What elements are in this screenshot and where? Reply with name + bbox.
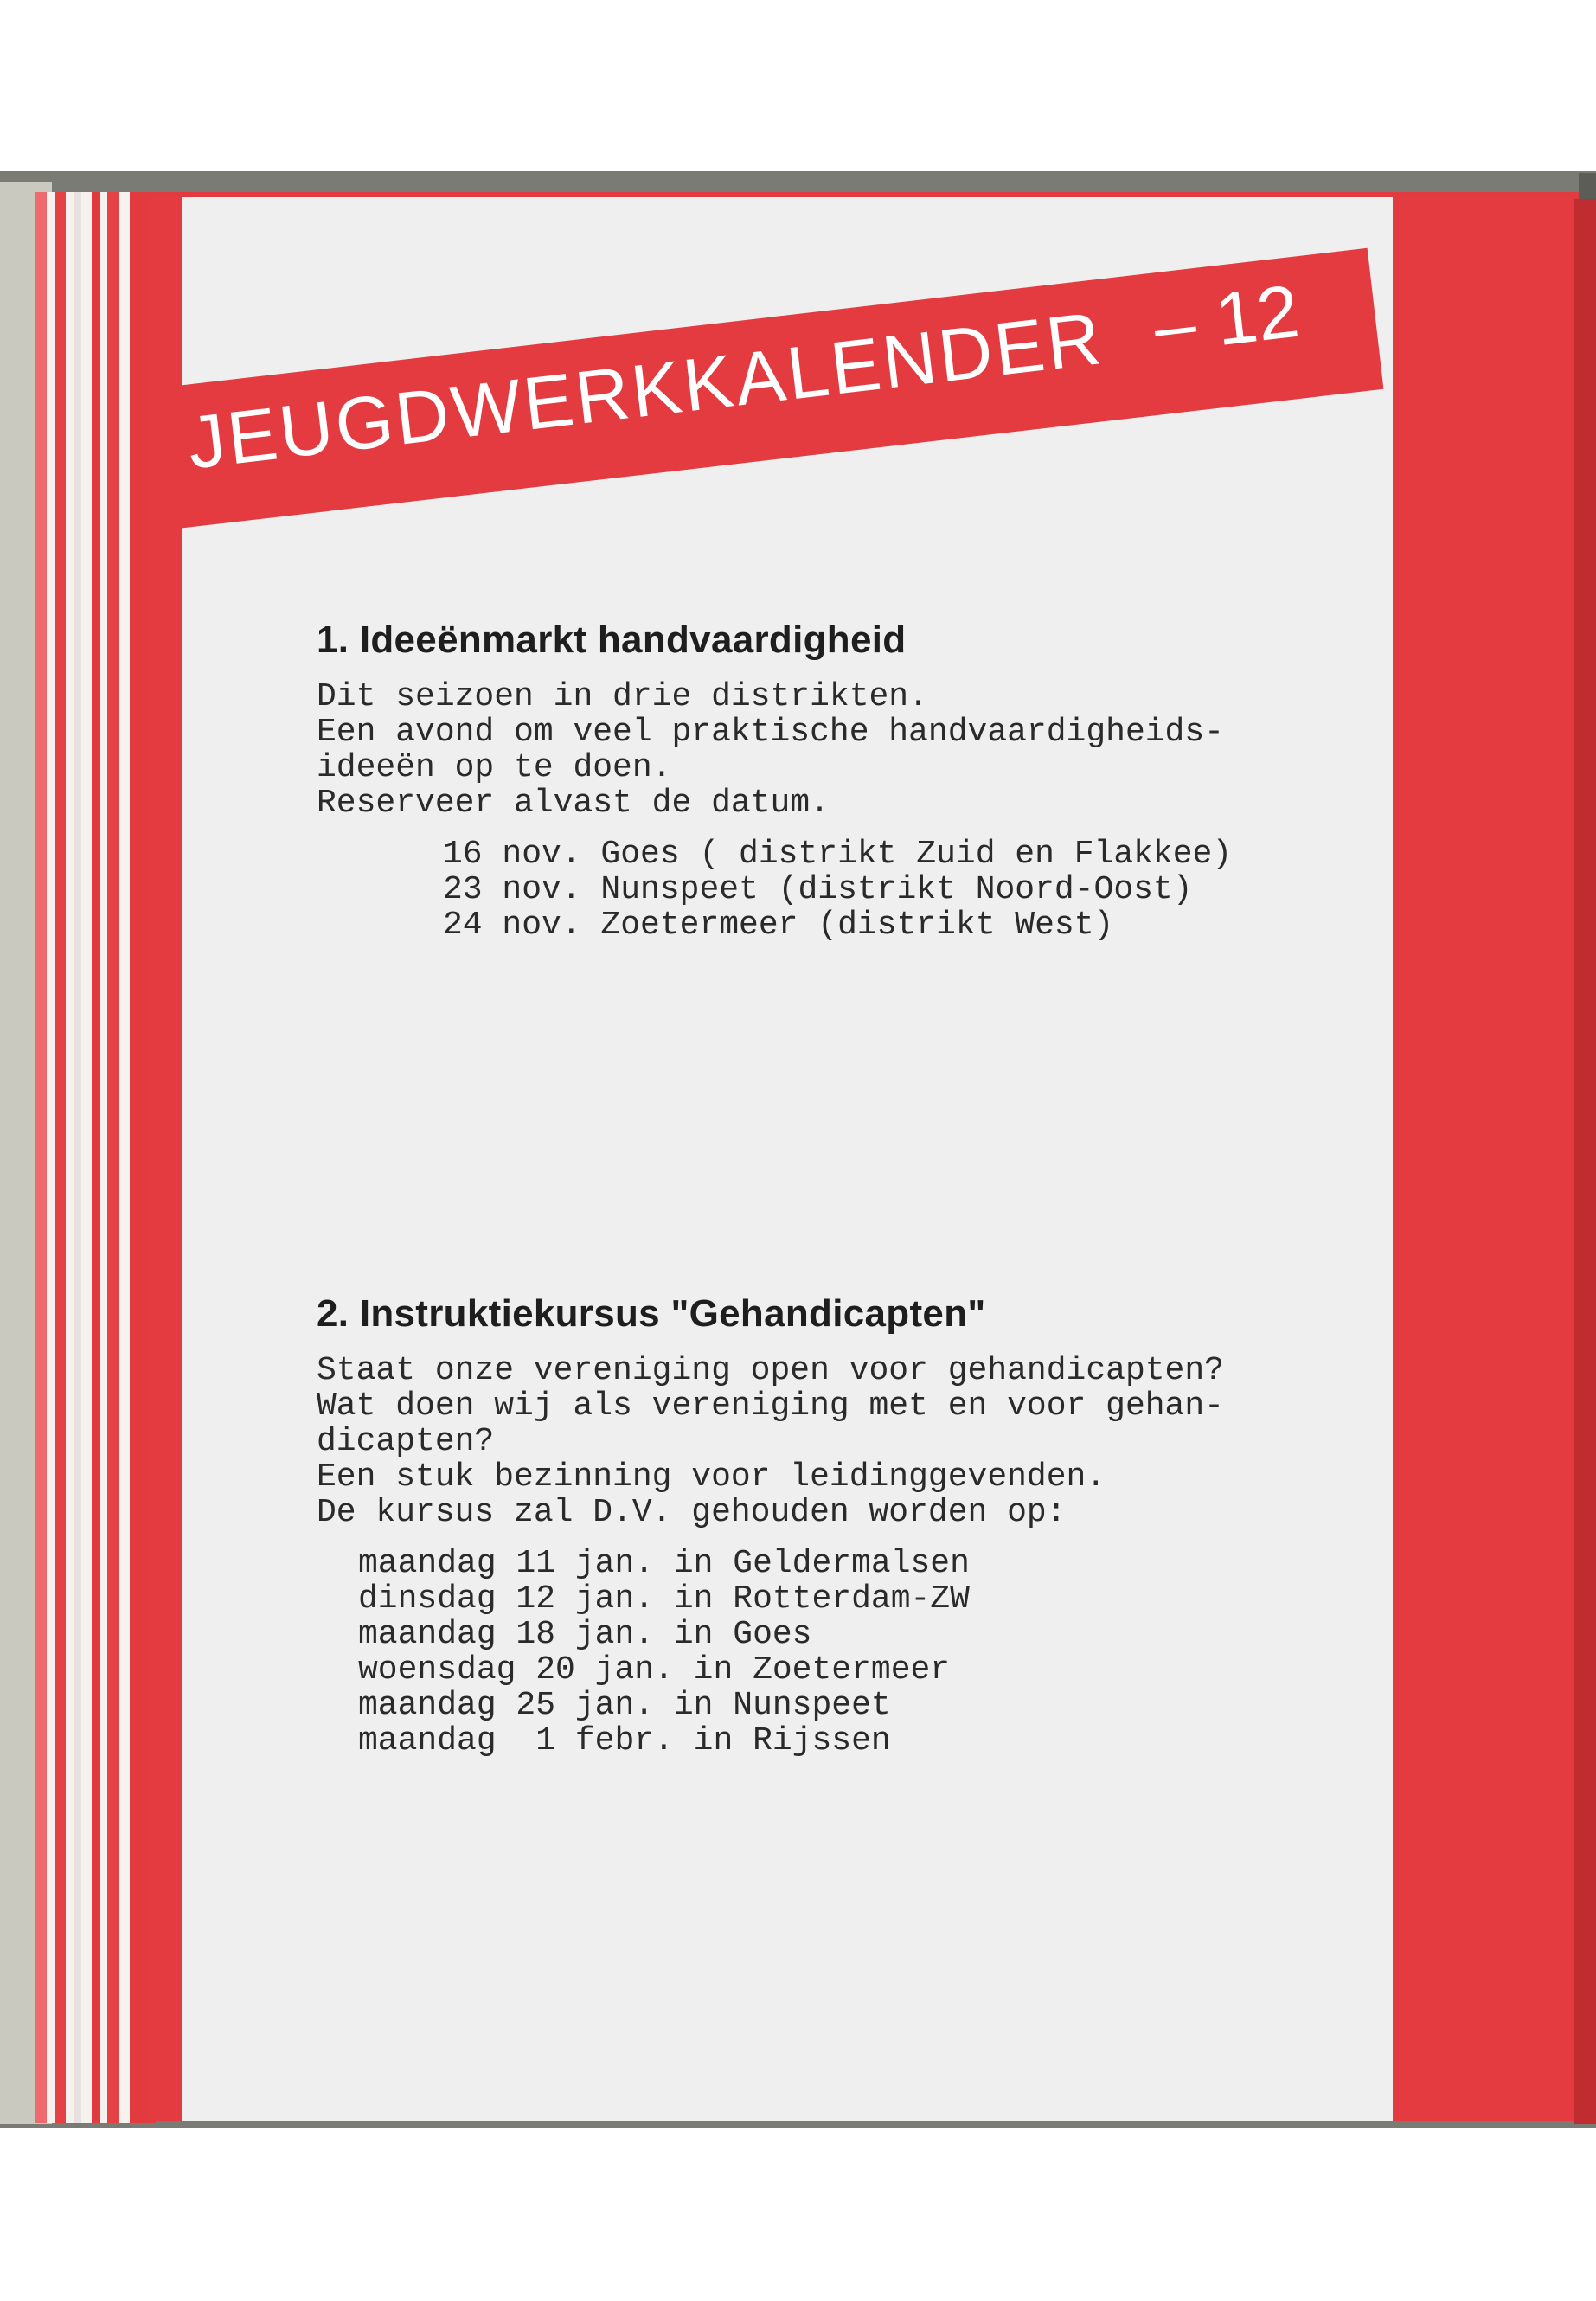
page-title: JEUGDWERKKALENDER bbox=[183, 296, 1108, 485]
date-item: 16 nov. Goes ( distrikt Zuid en Flakkee) bbox=[443, 836, 1233, 873]
text-line: dicapten? bbox=[317, 1423, 495, 1460]
section1-paragraph bbox=[317, 679, 1355, 821]
date-item: dinsdag 12 jan. in Rotterdam-ZW bbox=[358, 1580, 970, 1618]
right-page-edge bbox=[1574, 199, 1596, 2124]
calendar-page bbox=[147, 197, 1567, 2121]
text-line: Reserveer alvast de datum. bbox=[317, 785, 830, 822]
text-line: Dit seizoen in drie distrikten. bbox=[317, 678, 928, 715]
text-line: Wat doen wij als vereniging met en voor gehan- bbox=[317, 1388, 1224, 1425]
section-ideeenmarkt bbox=[317, 617, 1355, 943]
section2-date-list bbox=[317, 1546, 1355, 1759]
text-line: Een avond om veel praktische handvaardigheids- bbox=[317, 714, 1224, 751]
date-item: maandag 1 febr. in Rijssen bbox=[358, 1722, 891, 1759]
date-item: 24 nov. Zoetermeer (distrikt West) bbox=[443, 907, 1114, 944]
date-item: maandag 25 jan. in Nunspeet bbox=[358, 1687, 891, 1724]
date-item: 23 nov. Nunspeet (distrikt Noord-Oost) bbox=[443, 871, 1193, 908]
date-item: woensdag 20 jan. in Zoetermeer bbox=[358, 1651, 951, 1689]
section2-heading: 2. Instruktiekursus "Gehandicapten" bbox=[317, 1292, 986, 1335]
text-line: ideeën op te doen. bbox=[317, 749, 672, 786]
date-item: maandag 18 jan. in Goes bbox=[358, 1616, 812, 1653]
section1-date-list bbox=[317, 836, 1355, 943]
text-line: Staat onze vereniging open voor gehandicapten? bbox=[317, 1352, 1224, 1389]
section-instruktiekursus bbox=[317, 1291, 1355, 1759]
page-number: – 12 bbox=[1150, 269, 1304, 369]
section1-heading: 1. Ideeënmarkt handvaardigheid bbox=[317, 619, 907, 661]
text-line: Een stuk bezinning voor leidinggevenden. bbox=[317, 1458, 1106, 1496]
text-line: De kursus zal D.V. gehouden worden op: bbox=[317, 1494, 1067, 1531]
date-item: maandag 11 jan. in Geldermalsen bbox=[358, 1545, 970, 1582]
section2-paragraph bbox=[317, 1353, 1355, 1530]
